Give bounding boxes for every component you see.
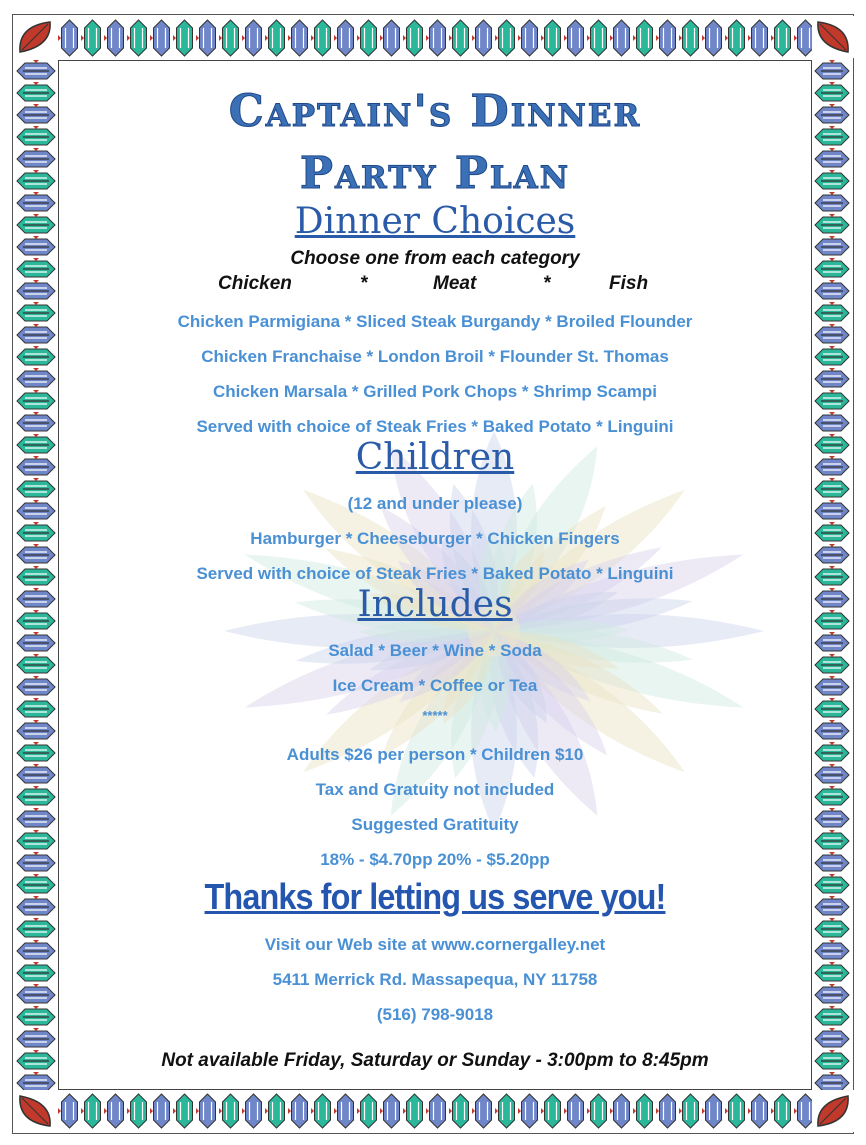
children-age-note: (12 and under please) xyxy=(347,494,523,513)
divider-stars: ***** xyxy=(422,708,448,723)
flower-watermark xyxy=(209,421,779,841)
corner-leaf-icon xyxy=(812,1090,854,1132)
gratuity-values: 18% - $4.70pp 20% - $5.20pp xyxy=(320,850,550,869)
category-fish: Fish xyxy=(609,273,649,294)
tax-note: Tax and Gratuity not included xyxy=(315,780,555,799)
gratuity-heading: Suggested Gratituity xyxy=(351,815,519,834)
children-option-line: Hamburger * Cheeseburger * Chicken Fingers xyxy=(250,529,620,548)
choose-instruction: Choose one from each category xyxy=(290,248,580,269)
dinner-choices-heading: Dinner Choices xyxy=(294,201,576,242)
category-separator: * xyxy=(543,273,551,294)
address-line: 5411 Merrick Rd. Massapequa, NY 11758 xyxy=(272,970,598,989)
border-top-pattern xyxy=(14,16,852,60)
border-right-pattern xyxy=(812,16,852,1132)
page-title-line2: Party Plan xyxy=(299,148,571,199)
website-line: Visit our Web site at www.cornergalley.net xyxy=(264,935,606,954)
corner-leaf-icon xyxy=(812,16,854,58)
corner-leaf-icon xyxy=(14,16,56,58)
includes-line: Ice Cream * Coffee or Tea xyxy=(332,676,538,695)
availability-note: Not available Friday, Saturday or Sunday - 3:00pm to 8:45pm xyxy=(161,1050,709,1071)
border-left-pattern xyxy=(14,16,58,1132)
includes-line: Salad * Beer * Wine * Soda xyxy=(328,641,542,660)
category-chicken: Chicken xyxy=(218,273,292,294)
includes-heading: Includes xyxy=(357,584,513,625)
phone-line: (516) 798-9018 xyxy=(376,1005,494,1024)
corner-leaf-icon xyxy=(14,1090,56,1132)
category-separator: * xyxy=(360,273,368,294)
dinner-option-line: Chicken Parmigiana * Sliced Steak Burgandy * Broiled Flounder xyxy=(177,312,693,331)
children-heading: Children xyxy=(355,437,515,478)
dinner-sides-line: Served with choice of Steak Fries * Baked Potato * Linguini xyxy=(196,417,674,436)
category-meat: Meat xyxy=(433,273,477,294)
price-line: Adults $26 per person * Children $10 xyxy=(286,745,584,764)
thanks-message: Thanks for letting us serve you! xyxy=(204,876,666,917)
page-title-line1: Captain's Dinner xyxy=(228,86,642,137)
dinner-option-line: Chicken Franchaise * London Broil * Flounder St. Thomas xyxy=(201,347,669,366)
children-sides-line: Served with choice of Steak Fries * Baked Potato * Linguini xyxy=(196,564,674,583)
border-bottom-pattern xyxy=(14,1090,852,1132)
dinner-option-line: Chicken Marsala * Grilled Pork Chops * Shrimp Scampi xyxy=(212,382,658,401)
